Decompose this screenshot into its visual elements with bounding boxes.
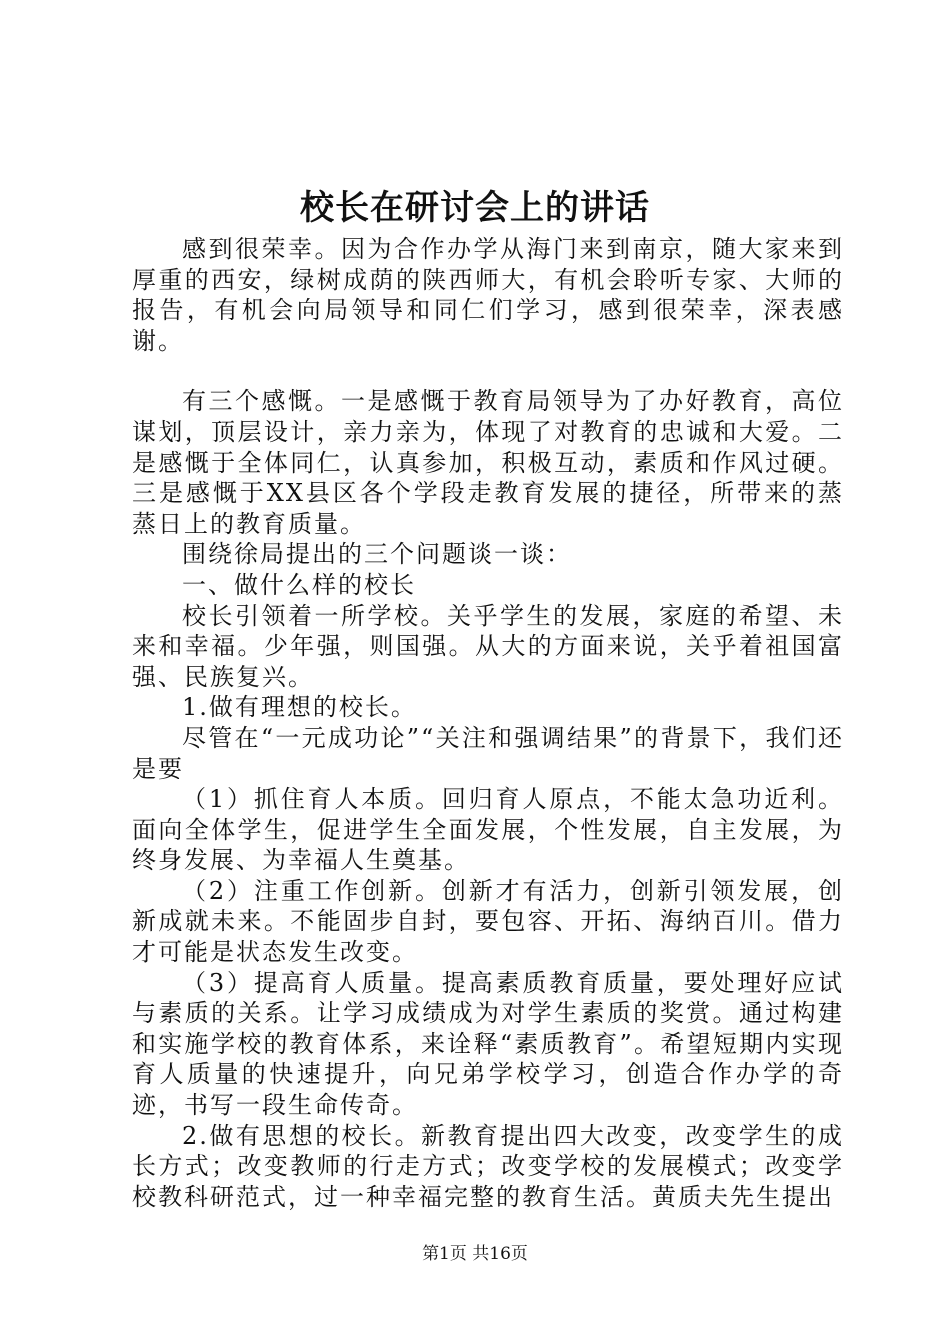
document-body [132,234,844,1212]
paragraph-item-3: （3）提高育人质量。提高素质教育质量，要处理好应试与素质的关系。让学习成绩成为对学生素质的奖赏。通过构建和实施学校的教育体系，来诠释“素质教育”。希望短期内实现育人质量的快速提升，向兄弟学校学习，创造合作办学的奇迹，书写一段生命传奇。 [132,968,844,1120]
document-title: 校长在研讨会上的讲话 [300,188,650,228]
page-footer: 第1页 共16页 [422,1244,528,1264]
paragraph-three-questions: 围绕徐局提出的三个问题谈一谈： [182,540,572,569]
paragraph-three-feelings: 有三个感慨。一是感慨于教育局领导为了办好教育，高位谋划，顶层设计，亲力亲为，体现了对教育的忠诚和大爱。二是感慨于全体同仁，认真参加，积极互动，素质和作风过硬。三是感慨于XX县区各个学段走教育发展的捷径，所带来的蒸蒸日上的教育质量。 [132,387,844,538]
section-heading-1: 一、做什么样的校长 [182,570,416,599]
paragraph-despite: 尽管在“一元成功论”“关注和强调结果”的背景下，我们还是要 [132,723,844,783]
paragraph-item-1: （1）抓住育人本质。回归育人原点，不能太急功近利。面向全体学生，促进学生全面发展，个性发展，自主发展，为终身发展、为幸福人生奠基。 [132,785,844,875]
paragraph-thoughtful-principal: 2.做有思想的校长。新教育提出四大改变，改变学生的成长方式；改变教师的行走方式；改变学校的发展模式；改变学校教科研范式，过一种幸福完整的教育生活。黄质夫先生提出 [132,1121,844,1211]
paragraph-item-2: （2）注重工作创新。创新才有活力，创新引领发展，创新成就未来。不能固步自封，要包容、开拓、海纳百川。借力才可能是状态发生改变。 [132,876,844,967]
subheading-ideal-principal: 1.做有理想的校长。 [182,693,417,722]
paragraph-principal-role: 校长引领着一所学校。关乎学生的发展，家庭的希望、未来和幸福。少年强，则国强。从大的方面来说，关乎着祖国富强、民族复兴。 [132,601,844,691]
paragraph-intro: 感到很荣幸。因为合作办学从海门来到南京，随大家来到厚重的西安，绿树成荫的陕西师大，有机会聆听专家、大师的报告，有机会向局领导和同仁们学习，感到很荣幸，深表感谢。 [132,235,844,355]
